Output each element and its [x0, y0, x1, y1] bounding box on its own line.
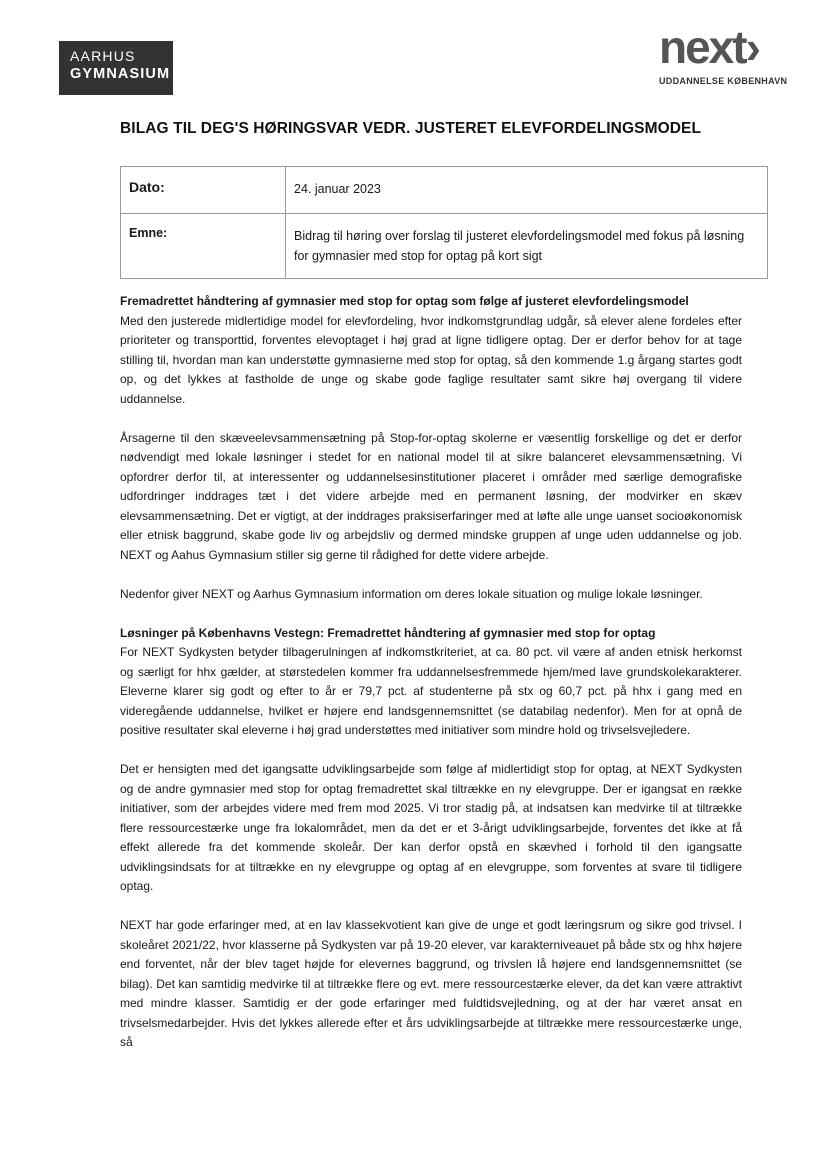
paragraph-text: For NEXT Sydkysten betyder tilbagerulningen af indkomstkriteriet, at ca. 80 pct. vil være af anden etnisk herkomst og særligt for hhx gælder, at størstedelen kommer fra uddannelsesfremmede hjem/med lave grundskolekarakterer. Eleverne klarer sig godt og efter to år er 79,7 pct. af studenterne på stx og 60,7 pct. på hhx i gang med en videregående uddannelse, hvilket er højere end landsgennemsnittet (se databilag nedenfor). Men for at opnå de positive resultater skal eleverne i høj grad understøttes med initiativer som mindre hold og trivselsvejledere. [120, 645, 742, 737]
document-title: BILAG TIL DEG'S HØRINGSVAR VEDR. JUSTERET ELEVFORDELINGSMODEL [120, 120, 702, 137]
next-logo-word [659, 21, 789, 73]
paragraph: Årsagerne til den skæveelevsammensætning på Stop-for-optag skolerne er væsentlig forskellige og det er derfor nødvendigt med lokale løsninger i stedet for en national model til at sikre balanceret elevsammensætning. Vi opfordrer derfor til, at interessenter og uddannelsesinstitutioner placeret i områder med særlige demografiske udfordringer inddrages tæt i det videre arbejde med en permanent løsning, der modvirker en skæv elevsammensætning. Det er vigtigt, at der inddrages praksiserfaringer med at løfte alle unge uanset socioøkonomisk eller etnisk baggrund, skabe gode liv og arbejdsliv og dermed mindske gruppen af unge uden uddannelse og job. NEXT og Aahus Gymnasium stiller sig gerne til rådighed for dette videre arbejde. [120, 430, 742, 562]
meta-row-date [121, 167, 768, 214]
meta-label: Emne: [121, 214, 286, 279]
meta-label: Dato: [121, 167, 286, 214]
paragraph: Det er hensigten med det igangsatte udviklingsarbejde som følge af midlertidigt stop for optag, at NEXT Sydkysten og de andre gymnasier med stop for optag fremadrettet skal tiltrække en ny elevgruppe. Der er igangsat en række initiativer, som der arbejdes videre med frem mod 2025. Vi tror stadig på, at indsatsen kan medvirke til at tiltrække flere ressourcestærke unge fra lokalområdet, men da det er et 3-årigt udviklingsarbejde, forventes det ikke at få effekt allerede fra det kommende skoleår. Der kan derfor opstå en skævhed i forhold til den igangsatte udviklingsindsats for at tiltrække en ny elevgruppe og optag af en elevgruppe, som forventes at svare til tidligere optag. [120, 762, 742, 893]
meta-value: Bidrag til høring over forslag til justeret elevfordelingsmodel med fokus på løsning for gymnasier med stop for optag på kort sigt [286, 214, 768, 279]
section-heading: Fremadrettet håndtering af gymnasier med stop for optag som følge af justeret elevfordelingsmodel [120, 294, 689, 308]
meta-row-subject [121, 214, 768, 279]
logo-line-2: GYMNASIUM [70, 66, 171, 82]
section-heading: Løsninger på Københavns Vestegn: Fremadrettet håndtering af gymnasier med stop for optag [120, 625, 656, 640]
paragraph-text: Med den justerede midlertidige model for elevfordeling, hvor indkomstgrundlag udgår, så elever alene fordeles efter prioriteter og transporttid, forventes elevoptaget i høj grad at ligne tidligere optag. Der er derfor behov for at tage stilling til, hvordan man kan understøtte gymnasierne med stop for optag, så den kommende 1.g årgang startes godt op, og det lykkes at fastholde de unge og skabe gode faglige resultater samt sikre høj overgang til videre uddannelse. [120, 313, 742, 406]
paragraph [120, 624, 742, 741]
next-logo-text: next [659, 21, 746, 73]
meta-value: 24. januar 2023 [286, 167, 768, 214]
aarhus-gymnasium-logo [59, 41, 173, 95]
paragraph: NEXT har gode erfaringer med, at en lav klassekvotient kan give de unge et godt læringsrum og sikre god trivsel. I skoleåret 2021/22, hvor klasserne på Sydkysten var på 19-20 elever, var karakterniveauet på både stx og hhx højere end forventet, når der blev taget højde for elevernes baggrund, og trivslen lå højere end landsgennemsnittet (se bilag). Det kan samtidig medvirke til at tiltrække flere og evt. mere ressourcestærke elever, da det kan være attraktivt med mindre klasser. Samtidig er der gode erfaringer med fuldtidsvejledning, og at der har været ansat en trivselsmedarbejder. Hvis det lykkes allerede efter et års udviklingsarbejde at tiltrække mere ressourcestærke unge, så [120, 918, 742, 1049]
next-logo [659, 21, 789, 94]
logo-line-1: AARHUS [70, 48, 136, 64]
paragraph [120, 292, 742, 409]
document-meta-table [120, 166, 768, 279]
paragraph: Nedenfor giver NEXT og Aarhus Gymnasium information om deres lokale situation og mulige lokale løsninger. [120, 586, 703, 601]
chevron-right-icon: › [745, 21, 759, 73]
next-logo-subtitle: UDDANNELSE KØBENHAVN [659, 76, 788, 86]
document-body [120, 292, 742, 1072]
